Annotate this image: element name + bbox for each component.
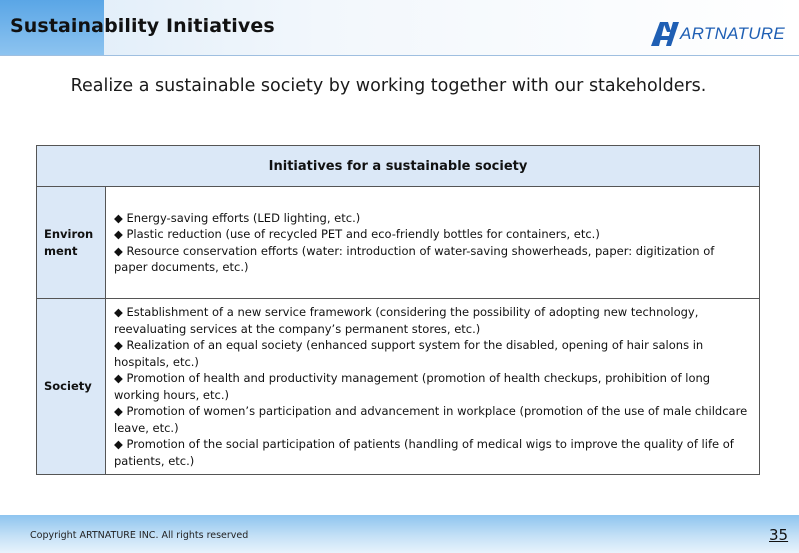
page-subtitle: Realize a sustainable society by working together with our stakeholders. xyxy=(70,76,707,96)
row-label-line: Society xyxy=(44,379,92,393)
copyright-text: Copyright ARTNATURE INC. All rights reserved xyxy=(30,530,249,541)
page-number: 35 xyxy=(769,526,789,544)
initiatives-table xyxy=(36,145,760,475)
list-item: ◆ Promotion of the social participation of patients (handling of medical wigs to improve the quality of life of patients, etc.) xyxy=(114,437,734,468)
table-row-environment xyxy=(37,187,760,299)
row-label-society xyxy=(37,299,106,475)
company-logo xyxy=(651,22,785,46)
list-item: ◆ Resource conservation efforts (water: introduction of water-saving showerheads, paper: digitization of paper documents, etc.) xyxy=(114,243,715,274)
list-item: ◆ Realization of an equal society (enhanced support system for the disabled, opening of hair salons in hospitals, etc.) xyxy=(114,338,704,369)
row-label-environment xyxy=(37,187,106,299)
row-label-line: Environ xyxy=(44,226,94,241)
slide-title: Sustainability Initiatives xyxy=(10,15,275,37)
artnature-logo-mark-icon xyxy=(651,22,679,46)
table-heading: Initiatives for a sustainable society xyxy=(37,146,760,187)
table-row-society xyxy=(37,299,760,475)
list-item: ◆ Promotion of health and productivity management (promotion of health checkups, prohibition of long working hours, etc.) xyxy=(114,371,711,402)
list-item: ◆ Plastic reduction (use of recycled PET and eco-friendly bottles for containers, etc.) xyxy=(114,227,600,241)
row-content-society xyxy=(106,299,760,475)
logo-wordmark: ARTNATURE xyxy=(680,24,786,43)
row-content-environment xyxy=(106,187,760,299)
list-item: ◆ Promotion of women’s participation and advancement in workplace (promotion of the use of male childcare leave, etc.) xyxy=(114,404,748,435)
list-item: ◆ Establishment of a new service framework (considering the possibility of adopting new technology, reevaluating services at the company’s permanent stores, etc.) xyxy=(114,305,699,336)
header-divider xyxy=(0,55,799,56)
list-item: ◆ Energy-saving efforts (LED lighting, etc.) xyxy=(114,210,361,225)
row-label-line: ment xyxy=(44,243,78,258)
